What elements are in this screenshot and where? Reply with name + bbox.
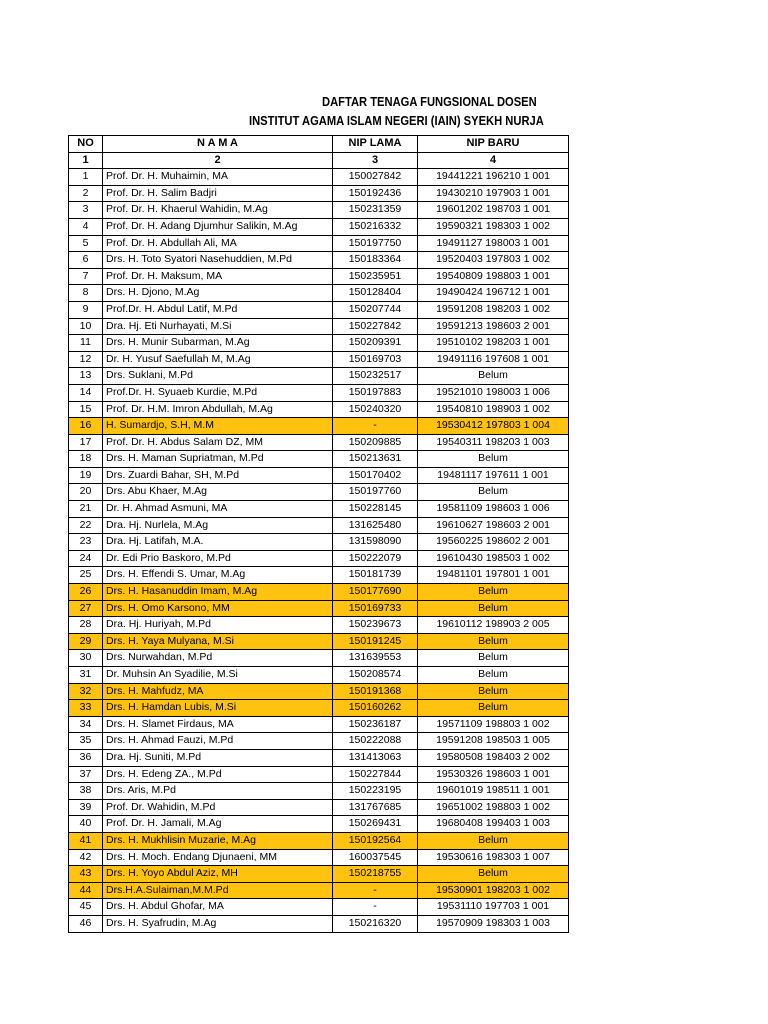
table-row: [69, 268, 569, 285]
cell-nip-lama: 150213631: [333, 451, 418, 468]
cell-nip-baru: 19530412 197803 1 004: [418, 418, 569, 435]
table-row: [69, 285, 569, 302]
cell-nip-baru: Belum: [418, 683, 569, 700]
cell-no: 32: [69, 683, 103, 700]
cell-nama: Drs. H. Omo Karsono, MM: [103, 600, 333, 617]
cell-nip-baru: 19560225 198602 2 001: [418, 534, 569, 551]
cell-nama: Drs. H. Yoyo Abdul Aziz, MH: [103, 866, 333, 883]
cell-nip-lama: 131413063: [333, 749, 418, 766]
table-row: [69, 368, 569, 385]
cell-no: 30: [69, 650, 103, 667]
cell-nama: Drs. H. Yaya Mulyana, M.Si: [103, 633, 333, 650]
cell-nip-baru: 19601202 198703 1 001: [418, 202, 569, 219]
cell-nip-baru: Belum: [418, 832, 569, 849]
cell-nama: Drs. H. Munir Subarman, M.Ag: [103, 335, 333, 352]
table-row: [69, 683, 569, 700]
cell-no: 19: [69, 467, 103, 484]
cell-nip-lama: 150223195: [333, 783, 418, 800]
cell-nip-baru: 19491116 197608 1 001: [418, 351, 569, 368]
cell-nama: Drs. Suklani, M.Pd: [103, 368, 333, 385]
cell-no: 1: [69, 169, 103, 186]
cell-nip-lama: 150027842: [333, 169, 418, 186]
cell-no: 20: [69, 484, 103, 501]
lecturer-table: [68, 135, 569, 933]
cell-nip-lama: 150240320: [333, 401, 418, 418]
cell-nama: Prof. Dr. H. Abdus Salam DZ, MM: [103, 434, 333, 451]
cell-no: 39: [69, 799, 103, 816]
cell-nip-lama: 150227842: [333, 318, 418, 335]
cell-nip-baru: 19530616 198303 1 007: [418, 849, 569, 866]
cell-nama: Drs. Zuardi Bahar, SH, M.Pd: [103, 467, 333, 484]
table-row: [69, 185, 569, 202]
cell-nip-baru: 19521010 198003 1 006: [418, 384, 569, 401]
table-row: [69, 202, 569, 219]
cell-nip-baru: 19531110 197703 1 001: [418, 899, 569, 916]
cell-nama: Prof. Dr. H. Khaerul Wahidin, M.Ag: [103, 202, 333, 219]
table-row: [69, 832, 569, 849]
table-row: [69, 866, 569, 883]
table-row: [69, 401, 569, 418]
cell-nip-baru: 19540809 198803 1 001: [418, 268, 569, 285]
cell-no: 4: [69, 218, 103, 235]
table-row: [69, 915, 569, 932]
table-row: [69, 418, 569, 435]
cell-nip-baru: 19591213 198603 2 001: [418, 318, 569, 335]
cell-nama: Prof.Dr. H. Abdul Latif, M.Pd: [103, 301, 333, 318]
cell-no: 18: [69, 451, 103, 468]
cell-nama: Drs. H. Mukhlisin Muzarie, M.Ag: [103, 832, 333, 849]
cell-no: 5: [69, 235, 103, 252]
cell-no: 28: [69, 617, 103, 634]
cell-nama: Prof.Dr. H. Syuaeb Kurdie, M.Pd: [103, 384, 333, 401]
cell-nip-baru: Belum: [418, 484, 569, 501]
cell-nip-lama: 131639553: [333, 650, 418, 667]
cell-nip-lama: 150209885: [333, 434, 418, 451]
cell-nip-lama: 150191368: [333, 683, 418, 700]
cell-nip-baru: Belum: [418, 866, 569, 883]
cell-nama: Drs. H. Hasanuddin Imam, M.Ag: [103, 584, 333, 601]
table-row: [69, 749, 569, 766]
header-nip-baru: NIP BARU: [418, 136, 569, 153]
table-row: [69, 434, 569, 451]
cell-no: 16: [69, 418, 103, 435]
cell-nip-baru: Belum: [418, 667, 569, 684]
table-row: [69, 882, 569, 899]
table-row: [69, 716, 569, 733]
cell-no: 12: [69, 351, 103, 368]
cell-no: 45: [69, 899, 103, 916]
cell-nip-lama: 150231359: [333, 202, 418, 219]
cell-nip-baru: 19601019 198511 1 001: [418, 783, 569, 800]
cell-nip-lama: 150216332: [333, 218, 418, 235]
cell-no: 3: [69, 202, 103, 219]
cell-nip-baru: 19481117 197611 1 001: [418, 467, 569, 484]
cell-nip-lama: 150227844: [333, 766, 418, 783]
cell-nip-lama: 150191245: [333, 633, 418, 650]
table-body: [69, 169, 569, 932]
cell-no: 13: [69, 368, 103, 385]
header-num-no: 1: [69, 152, 103, 169]
cell-nip-baru: Belum: [418, 700, 569, 717]
cell-nama: Drs. H. Syafrudin, M.Ag: [103, 915, 333, 932]
table-row: [69, 700, 569, 717]
table-row: [69, 467, 569, 484]
cell-no: 8: [69, 285, 103, 302]
cell-no: 46: [69, 915, 103, 932]
table-row: [69, 484, 569, 501]
table-row: [69, 169, 569, 186]
cell-nip-baru: Belum: [418, 451, 569, 468]
table-row: [69, 252, 569, 269]
header-no: NO: [69, 136, 103, 153]
header-nama: N A M A: [103, 136, 333, 153]
cell-nama: Dra. Hj. Nurlela, M.Ag: [103, 517, 333, 534]
cell-no: 36: [69, 749, 103, 766]
table-row: [69, 600, 569, 617]
cell-nip-lama: 150197750: [333, 235, 418, 252]
cell-no: 31: [69, 667, 103, 684]
cell-nip-lama: 150197760: [333, 484, 418, 501]
cell-nip-lama: 150197883: [333, 384, 418, 401]
cell-nama: Prof. Dr. H. Muhaimin, MA: [103, 169, 333, 186]
cell-nip-lama: 150177690: [333, 584, 418, 601]
cell-nip-baru: 19430210 197903 1 001: [418, 185, 569, 202]
cell-nama: Drs. H. Mahfudz, MA: [103, 683, 333, 700]
table-row: [69, 335, 569, 352]
cell-nip-lama: 150239673: [333, 617, 418, 634]
cell-nip-lama: 150222079: [333, 550, 418, 567]
cell-no: 22: [69, 517, 103, 534]
cell-nip-baru: 19680408 199403 1 003: [418, 816, 569, 833]
cell-no: 11: [69, 335, 103, 352]
cell-nip-baru: 19610430 198503 1 002: [418, 550, 569, 567]
table-row: [69, 384, 569, 401]
header-nip-lama: NIP LAMA: [333, 136, 418, 153]
table-row: [69, 218, 569, 235]
cell-no: 26: [69, 584, 103, 601]
cell-no: 24: [69, 550, 103, 567]
cell-nama: Drs. Aris, M.Pd: [103, 783, 333, 800]
cell-nip-baru: 19571109 198803 1 002: [418, 716, 569, 733]
table-row: [69, 451, 569, 468]
cell-nip-lama: 150169703: [333, 351, 418, 368]
cell-nama: Dra. Hj. Eti Nurhayati, M.Si: [103, 318, 333, 335]
cell-nama: Drs. Nurwahdan, M.Pd: [103, 650, 333, 667]
table-row: [69, 550, 569, 567]
cell-no: 14: [69, 384, 103, 401]
cell-nip-lama: 150269431: [333, 816, 418, 833]
cell-nip-baru: 19580508 198403 2 002: [418, 749, 569, 766]
cell-nip-baru: 19610112 198903 2 005: [418, 617, 569, 634]
cell-nip-baru: 19651002 198803 1 002: [418, 799, 569, 816]
table-row: [69, 667, 569, 684]
cell-nama: Dr. Muhsin An Syadilie, M.Si: [103, 667, 333, 684]
table-row: [69, 899, 569, 916]
cell-no: 29: [69, 633, 103, 650]
cell-nama: Drs. H. Slamet Firdaus, MA: [103, 716, 333, 733]
cell-nip-lama: 131767685: [333, 799, 418, 816]
cell-nama: Drs. H. Toto Syatori Nasehuddien, M.Pd: [103, 252, 333, 269]
cell-no: 2: [69, 185, 103, 202]
cell-nip-lama: 150216320: [333, 915, 418, 932]
table-row: [69, 650, 569, 667]
cell-nip-lama: 150209391: [333, 335, 418, 352]
cell-nip-lama: 150192436: [333, 185, 418, 202]
cell-nama: Drs. H. Effendi S. Umar, M.Ag: [103, 567, 333, 584]
cell-nip-lama: 160037545: [333, 849, 418, 866]
table-row: [69, 816, 569, 833]
cell-nip-lama: 150228145: [333, 501, 418, 518]
cell-no: 27: [69, 600, 103, 617]
table-row: [69, 567, 569, 584]
cell-nip-baru: 19590321 198303 1 002: [418, 218, 569, 235]
cell-nama: Drs. H. Edeng ZA., M.Pd: [103, 766, 333, 783]
table-row: [69, 351, 569, 368]
cell-no: 23: [69, 534, 103, 551]
cell-no: 35: [69, 733, 103, 750]
cell-nama: Dra. Hj. Huriyah, M.Pd: [103, 617, 333, 634]
cell-nama: Drs. H. Moch. Endang Djunaeni, MM: [103, 849, 333, 866]
cell-nama: Dra. Hj. Suniti, M.Pd: [103, 749, 333, 766]
table-row: [69, 799, 569, 816]
cell-nama: Prof. Dr. H. Abdullah Ali, MA: [103, 235, 333, 252]
cell-nip-baru: Belum: [418, 368, 569, 385]
cell-no: 25: [69, 567, 103, 584]
cell-nama: H. Sumardjo, S.H, M.M: [103, 418, 333, 435]
cell-no: 40: [69, 816, 103, 833]
cell-nip-lama: 150207744: [333, 301, 418, 318]
cell-no: 15: [69, 401, 103, 418]
header-row: [69, 136, 569, 153]
cell-no: 37: [69, 766, 103, 783]
cell-no: 34: [69, 716, 103, 733]
cell-nip-baru: Belum: [418, 650, 569, 667]
table-row: [69, 783, 569, 800]
cell-nip-baru: 19591208 198203 1 002: [418, 301, 569, 318]
cell-nip-lama: 150160262: [333, 700, 418, 717]
cell-nama: Dr. H. Ahmad Asmuni, MA: [103, 501, 333, 518]
cell-nip-lama: 150192564: [333, 832, 418, 849]
cell-nip-baru: Belum: [418, 600, 569, 617]
table-header: [69, 136, 569, 169]
cell-nama: Prof. Dr. Wahidin, M.Pd: [103, 799, 333, 816]
cell-no: 6: [69, 252, 103, 269]
cell-nip-baru: 19540810 198903 1 002: [418, 401, 569, 418]
cell-no: 7: [69, 268, 103, 285]
cell-no: 41: [69, 832, 103, 849]
cell-nip-lama: 150235951: [333, 268, 418, 285]
cell-no: 44: [69, 882, 103, 899]
cell-nip-baru: 19610627 198603 2 001: [418, 517, 569, 534]
cell-nama: Prof. Dr. H. Jamali, M.Ag: [103, 816, 333, 833]
cell-nip-baru: 19441221 196210 1 001: [418, 169, 569, 186]
cell-nama: Prof. Dr. H. Maksum, MA: [103, 268, 333, 285]
cell-nip-lama: 150128404: [333, 285, 418, 302]
cell-nama: Dr. H. Yusuf Saefullah M, M.Ag: [103, 351, 333, 368]
cell-no: 42: [69, 849, 103, 866]
table-row: [69, 501, 569, 518]
header-num-baru: 4: [418, 152, 569, 169]
cell-nip-lama: -: [333, 882, 418, 899]
cell-nip-baru: 19581109 198603 1 006: [418, 501, 569, 518]
cell-nip-lama: 150236187: [333, 716, 418, 733]
cell-nip-lama: 131625480: [333, 517, 418, 534]
header-number-row: [69, 152, 569, 169]
cell-nip-baru: Belum: [418, 633, 569, 650]
table-row: [69, 849, 569, 866]
cell-nip-baru: 19591208 198503 1 005: [418, 733, 569, 750]
document-title-line2: INSTITUT AGAMA ISLAM NEGERI (IAIN) SYEKH NURJA: [249, 113, 544, 128]
cell-no: 43: [69, 866, 103, 883]
cell-nama: Drs. H. Ahmad Fauzi, M.Pd: [103, 733, 333, 750]
document-title-line1: DAFTAR TENAGA FUNGSIONAL DOSEN: [322, 94, 537, 109]
cell-nip-baru: 19570909 198303 1 003: [418, 915, 569, 932]
cell-nip-lama: 150208574: [333, 667, 418, 684]
cell-nama: Drs.H.A.Sulaiman,M.M.Pd: [103, 882, 333, 899]
cell-nama: Prof. Dr. H. Adang Djumhur Salikin, M.Ag: [103, 218, 333, 235]
cell-nip-lama: 150222088: [333, 733, 418, 750]
cell-nip-baru: 19481101 197801 1 001: [418, 567, 569, 584]
cell-nip-baru: Belum: [418, 584, 569, 601]
cell-nip-lama: 150183364: [333, 252, 418, 269]
cell-no: 38: [69, 783, 103, 800]
cell-no: 33: [69, 700, 103, 717]
header-num-lama: 3: [333, 152, 418, 169]
cell-nama: Dr. Edi Prio Baskoro, M.Pd: [103, 550, 333, 567]
table-row: [69, 517, 569, 534]
cell-nama: Drs. Abu Khaer, M.Ag: [103, 484, 333, 501]
cell-nip-lama: -: [333, 418, 418, 435]
cell-nama: Prof. Dr. H.M. Imron Abdullah, M.Ag: [103, 401, 333, 418]
cell-no: 17: [69, 434, 103, 451]
table-row: [69, 617, 569, 634]
cell-nip-baru: 19510102 198203 1 001: [418, 335, 569, 352]
cell-nama: Drs. H. Maman Supriatman, M.Pd: [103, 451, 333, 468]
table-row: [69, 235, 569, 252]
table-row: [69, 633, 569, 650]
cell-nip-baru: 19490424 196712 1 001: [418, 285, 569, 302]
table-row: [69, 318, 569, 335]
cell-nama: Drs. H. Abdul Ghofar, MA: [103, 899, 333, 916]
table-row: [69, 301, 569, 318]
table-row: [69, 766, 569, 783]
cell-nip-baru: 19530901 198203 1 002: [418, 882, 569, 899]
cell-nip-baru: 19540311 198203 1 003: [418, 434, 569, 451]
cell-nip-lama: 150169733: [333, 600, 418, 617]
cell-nama: Drs. H. Hamdan Lubis, M.Si: [103, 700, 333, 717]
header-num-nama: 2: [103, 152, 333, 169]
cell-no: 9: [69, 301, 103, 318]
cell-nip-lama: 150181739: [333, 567, 418, 584]
cell-nip-lama: 150232517: [333, 368, 418, 385]
cell-nip-lama: -: [333, 899, 418, 916]
cell-nip-lama: 150170402: [333, 467, 418, 484]
cell-nip-baru: 19530326 198603 1 001: [418, 766, 569, 783]
cell-no: 21: [69, 501, 103, 518]
table-row: [69, 584, 569, 601]
cell-nama: Prof. Dr. H. Salim Badjri: [103, 185, 333, 202]
cell-nip-baru: 19491127 198003 1 001: [418, 235, 569, 252]
cell-nip-baru: 19520403 197803 1 002: [418, 252, 569, 269]
cell-nama: Drs. H. Djono, M.Ag: [103, 285, 333, 302]
cell-nip-lama: 150218755: [333, 866, 418, 883]
table-row: [69, 534, 569, 551]
cell-no: 10: [69, 318, 103, 335]
table-row: [69, 733, 569, 750]
cell-nama: Dra. Hj. Latifah, M.A.: [103, 534, 333, 551]
cell-nip-lama: 131598090: [333, 534, 418, 551]
